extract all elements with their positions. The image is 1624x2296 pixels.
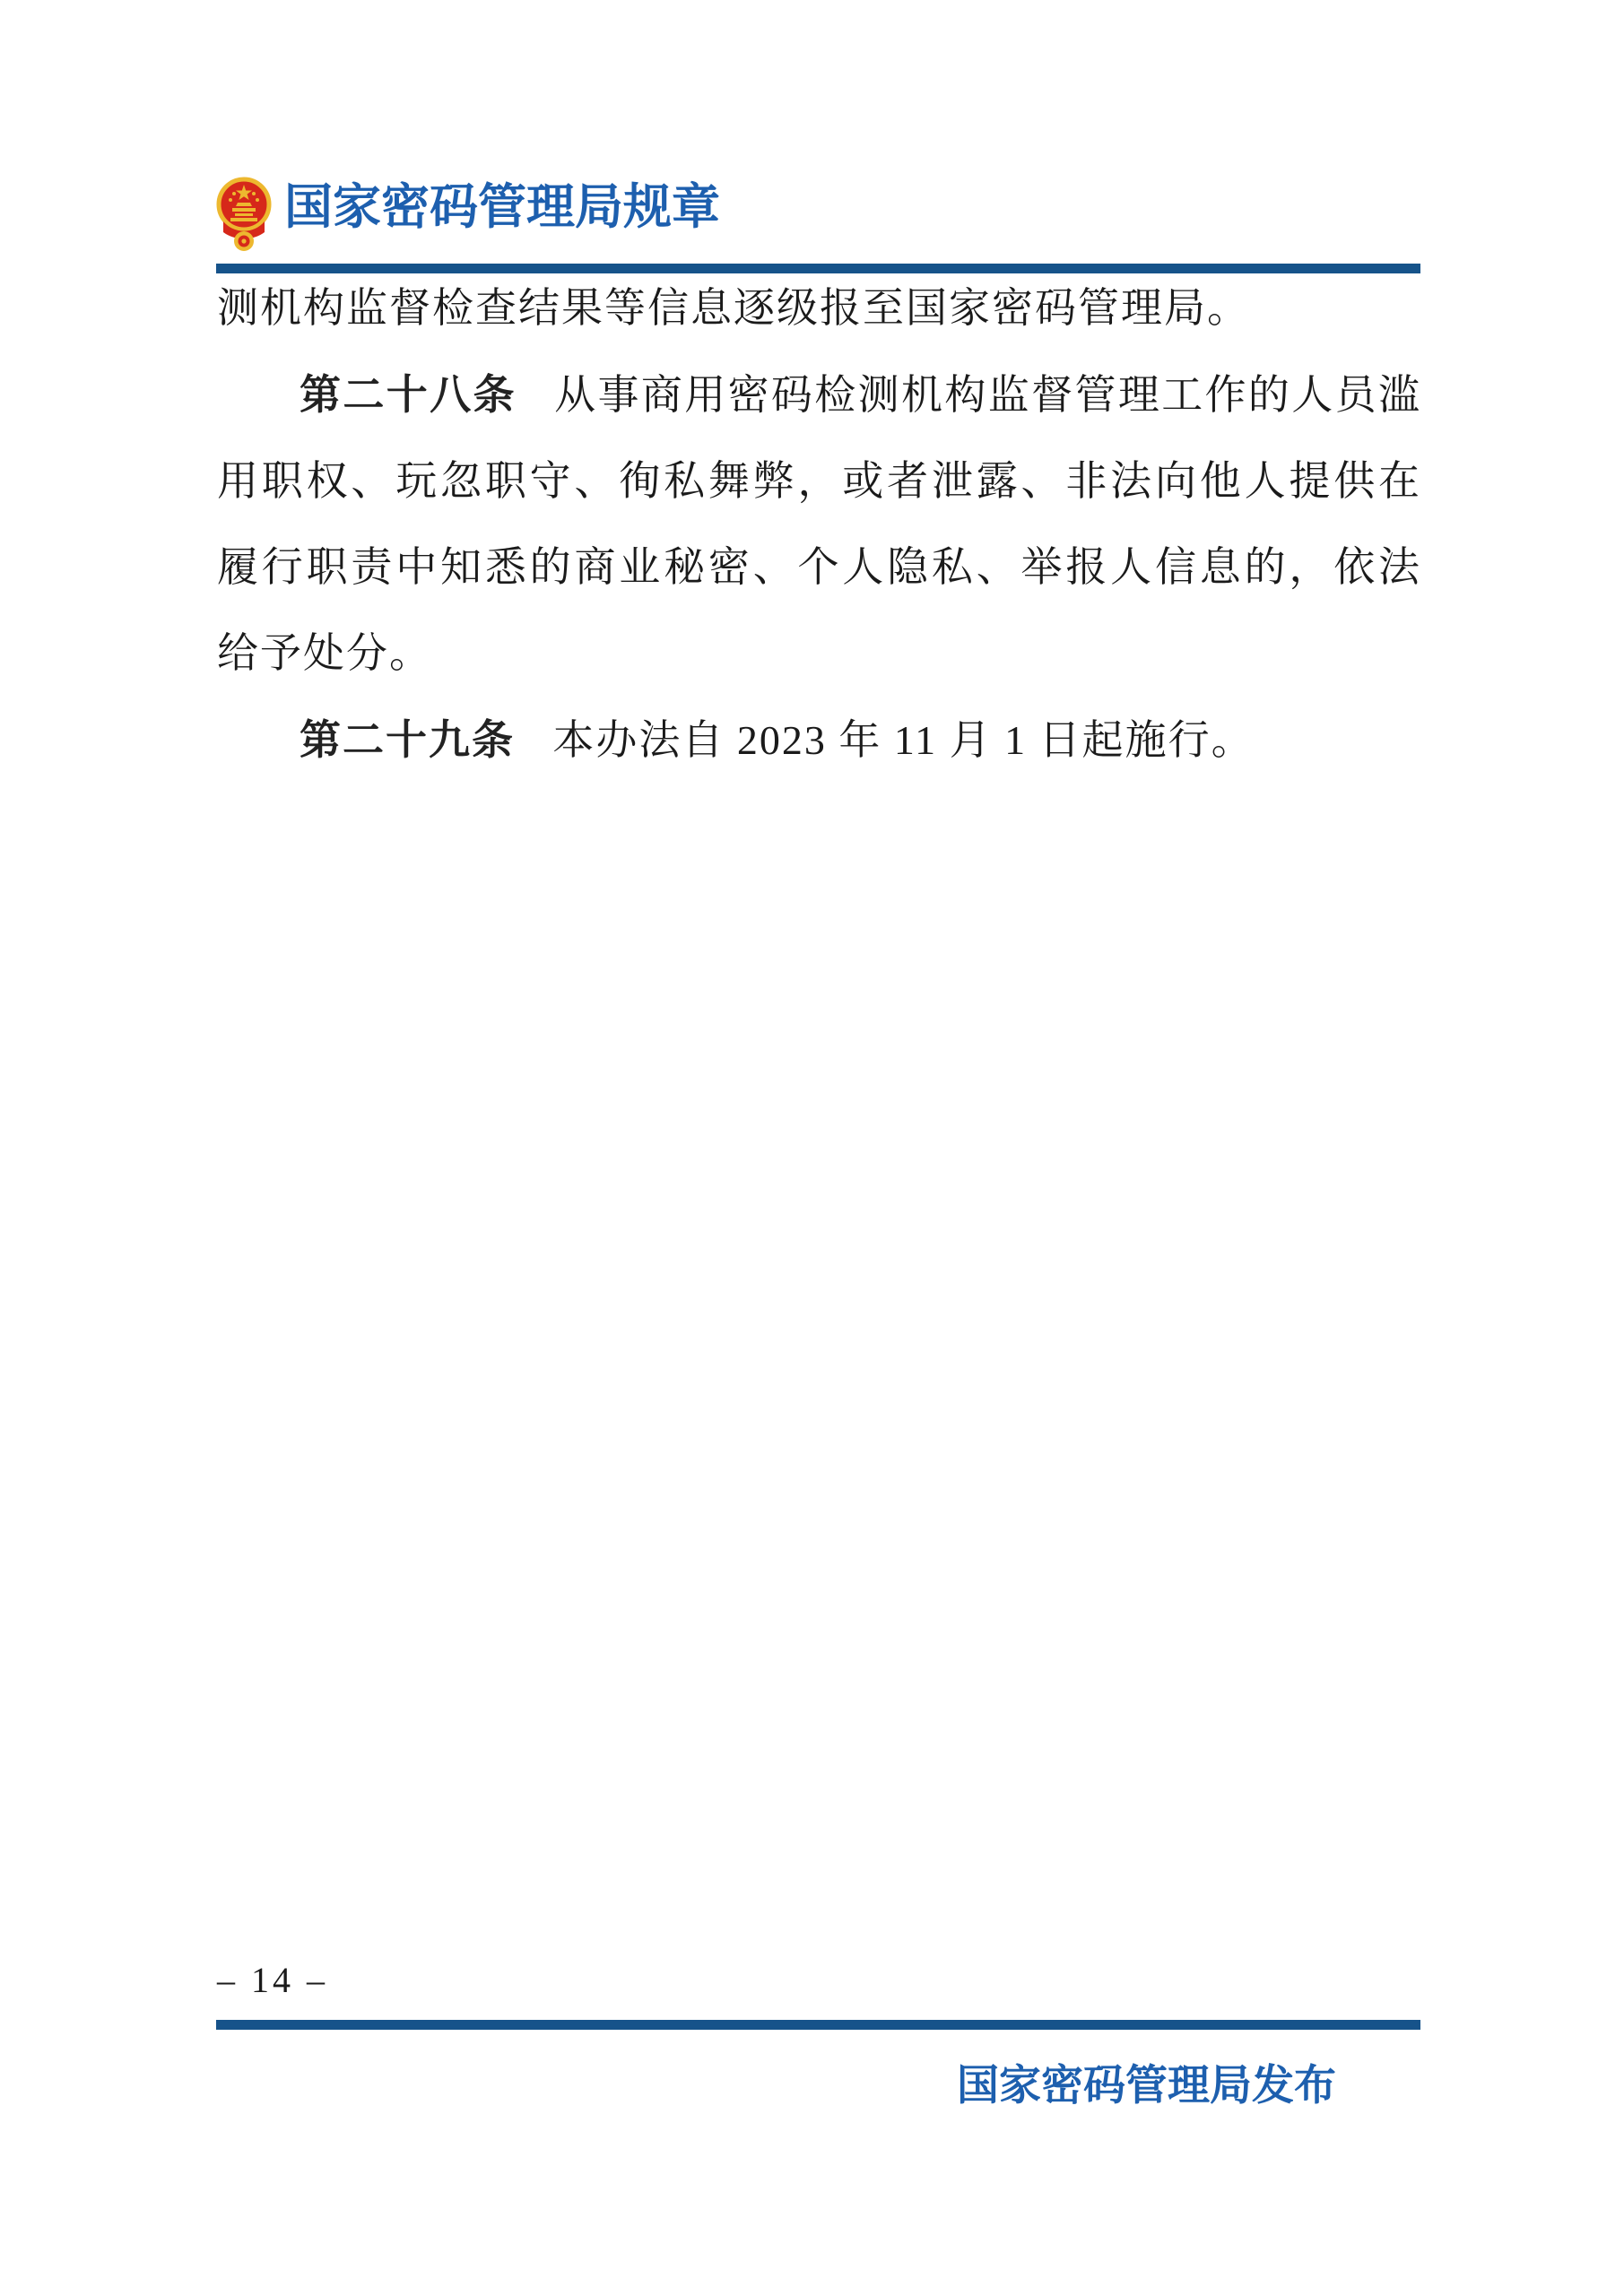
publisher-label: 国家密码管理局发布 xyxy=(957,2063,1336,2110)
national-emblem-icon xyxy=(216,177,272,254)
paragraph-article-28 xyxy=(217,351,1421,697)
article-29-heading: 第二十九条 xyxy=(300,716,515,763)
paragraph-text: 本办法自 2023 年 11 月 1 日起施行。 xyxy=(552,717,1255,763)
article-28-heading: 第二十八条 xyxy=(300,371,517,418)
paragraph-continuation xyxy=(217,265,1421,351)
document-body xyxy=(217,265,1421,784)
page-title: 国家密码管理局规章 xyxy=(284,180,720,234)
footer-rule xyxy=(216,2020,1420,2030)
paragraph-article-29 xyxy=(217,697,1421,784)
paragraph-text: 测机构监督检查结果等信息逐级报至国家密码管理局。 xyxy=(217,285,1250,331)
paragraph-text: 从事商用密码检测机构监督管理工作的人员滥用职权、玩忽职守、徇私舞弊，或者泄露、非法向他人提供在履行职责中知悉的商业秘密、个人隐私、举报人信息的，依法给予处分。 xyxy=(217,372,1422,676)
page-number: – 14 – xyxy=(217,1960,328,2000)
page-header xyxy=(216,177,720,254)
